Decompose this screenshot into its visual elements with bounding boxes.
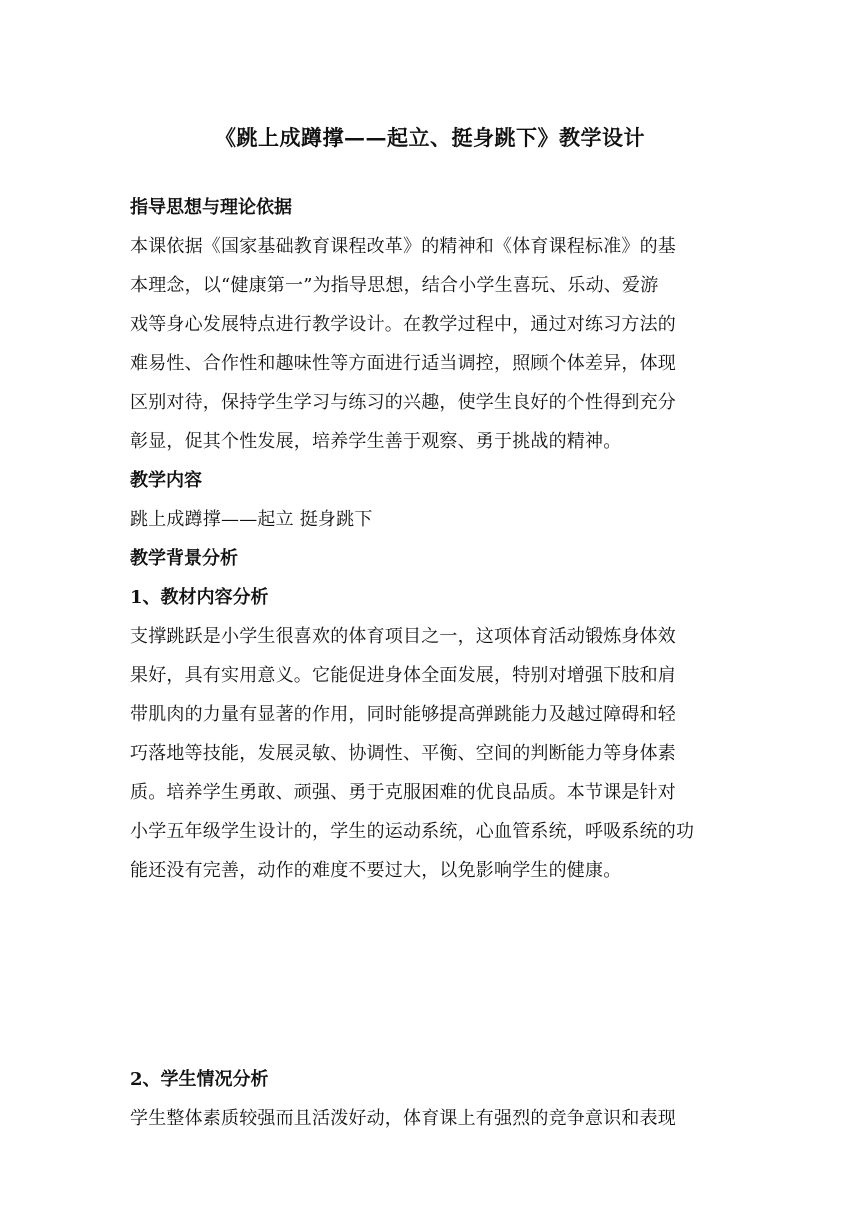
paragraph-line: 彰显，促其个性发展，培养学生善于观察、勇于挑战的精神。 xyxy=(130,431,622,452)
paragraph-line: 能还没有完善，动作的难度不要过大，以免影响学生的健康。 xyxy=(130,860,622,881)
paragraph-line: 带肌肉的力量有显著的作用，同时能够提高弹跳能力及越过障碍和轻 xyxy=(130,704,676,725)
heading-background-analysis: 教学背景分析 xyxy=(130,548,238,569)
paragraph-line: 巧落地等技能，发展灵敏、协调性、平衡、空间的判断能力等身体素 xyxy=(130,743,676,764)
subheading-material-analysis: 1、教材内容分析 xyxy=(130,587,269,608)
subheading-student-analysis: 2、学生情况分析 xyxy=(130,1069,269,1090)
paragraph-line: 难易性、合作性和趣味性等方面进行适当调控，照顾个体差异，体现 xyxy=(130,353,676,374)
heading-teaching-content: 教学内容 xyxy=(130,470,202,491)
paragraph-line: 支撑跳跃是小学生很喜欢的体育项目之一，这项体育活动锻炼身体效 xyxy=(130,626,676,647)
paragraph-line: 学生整体素质较强而且活泼好动，体育课上有强烈的竞争意识和表现 xyxy=(130,1108,676,1129)
blank-space xyxy=(130,890,744,1060)
heading-guiding-thought: 指导思想与理论依据 xyxy=(130,197,292,218)
document-title: 《跳上成蹲撑——起立、挺身跳下》教学设计 xyxy=(215,125,645,150)
paragraph-line: 本理念，以“健康第一”为指导思想，结合小学生喜玩、乐动、爱游 xyxy=(130,275,659,296)
paragraph-line: 区别对待，保持学生学习与练习的兴趣，使学生良好的个性得到充分 xyxy=(130,392,676,413)
paragraph-line: 戏等身心发展特点进行教学设计。在教学过程中，通过对练习方法的 xyxy=(130,314,676,335)
document-body xyxy=(130,188,744,1138)
paragraph-line: 小学五年级学生设计的，学生的运动系统，心血管系统，呼吸系统的功 xyxy=(130,821,695,842)
paragraph-line: 跳上成蹲撑——起立 挺身跳下 xyxy=(130,509,373,530)
paragraph-line: 果好，具有实用意义。它能促进身体全面发展，特别对增强下肢和肩 xyxy=(130,665,676,686)
paragraph-line: 本课依据《国家基础教育课程改革》的精神和《体育课程标准》的基 xyxy=(130,236,676,257)
paragraph-line: 质。培养学生勇敢、顽强、勇于克服困难的优良品质。本节课是针对 xyxy=(130,782,676,803)
